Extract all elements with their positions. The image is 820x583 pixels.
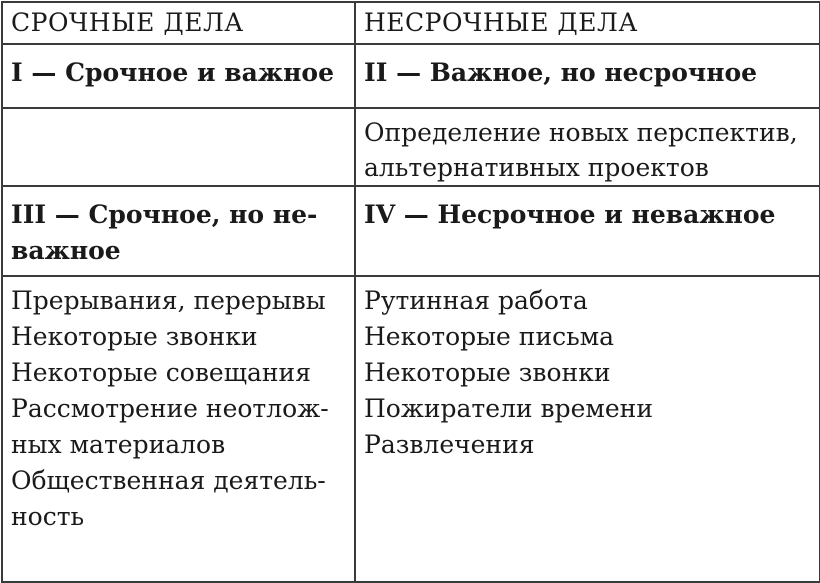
quadrant-3-title-line: важное [11,236,121,265]
quadrant-2-title-line: II — Важное, но несрочное [364,58,758,87]
quadrant-3-title [2,186,355,276]
quadrant-3-items [2,276,355,582]
time-management-matrix [1,1,820,583]
list-item: Общественная деятель- [11,466,326,495]
list-item: Развлечения [364,430,535,459]
header-not-urgent: НЕСРОЧНЫЕ ДЕЛА [355,2,820,44]
list-item: Некоторые совещания [11,358,311,387]
list-item: ность [11,502,85,531]
list-item: Рутинная работа [364,286,588,315]
header-urgent: СРОЧНЫЕ ДЕЛА [2,2,355,44]
quadrant-2-title [355,44,820,108]
quadrant-4-title-line: IV — Несрочное и неважное [364,200,776,229]
list-item: Определение новых перспектив, [364,118,798,147]
quadrant-1-title [2,44,355,108]
quadrant-1-items [2,108,355,186]
quadrant-items-row-2 [2,276,820,582]
quadrant-3-title-line: III — Срочное, но не- [11,200,318,229]
list-item: Прерывания, перерывы [11,286,326,315]
list-item: альтернативных проектов [364,153,709,182]
list-item: Некоторые звонки [11,322,258,351]
quadrant-1-title-line: I — Срочное и важное [11,58,334,87]
list-item: Некоторые письма [364,322,615,351]
list-item: Некоторые звонки [364,358,611,387]
list-item: Пожиратели времени [364,394,653,423]
quadrant-4-title [355,186,820,276]
quadrant-2-items [355,108,820,186]
list-item: ных материалов [11,430,226,459]
quadrant-items-row-1 [2,108,820,186]
quadrant-4-items [355,276,820,582]
header-row [2,2,820,44]
quadrant-title-row-1 [2,44,820,108]
list-item: Рассмотрение неотлож- [11,394,329,423]
quadrant-title-row-2 [2,186,820,276]
